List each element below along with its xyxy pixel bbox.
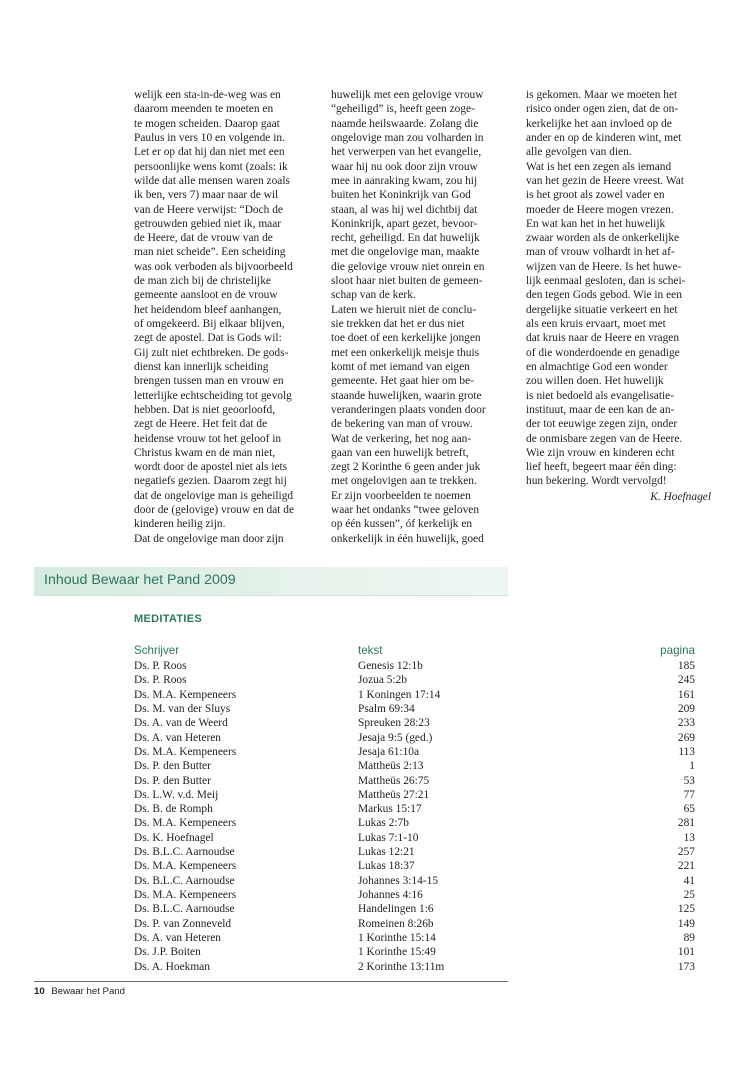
toc-bible-text: 2 Korinthe 13:11m (358, 960, 445, 973)
text-line: sie trekken dat het er dus niet (331, 318, 465, 330)
page-footer (34, 986, 125, 997)
toc-header-author: Schrijver (134, 643, 180, 657)
text-line: letterlijke echtscheiding tot gevolg (134, 389, 292, 402)
text-line: sloot haar niet buiten de gemeen- (331, 275, 483, 288)
text-line: dienst kan innerlijk scheiding (134, 360, 269, 373)
toc-author: Ds. P. Roos (134, 674, 187, 687)
toc-bible-text: Markus 15:17 (358, 803, 422, 816)
toc-author: Ds. P. den Butter (134, 774, 211, 787)
toc-row (134, 874, 695, 888)
toc-row (134, 802, 695, 816)
text-line: gemeente. Het gaat hier om be- (331, 375, 474, 388)
text-line: negatiefs gezien. Daarom zegt hij (134, 475, 287, 488)
text-line: huwelijk met een gelovige vrouw (331, 89, 484, 101)
text-line: of omgekeerd. Bij elkaar blijven, (134, 318, 285, 330)
toc-author: Ds. M.A. Kempeneers (134, 817, 237, 830)
text-line: waar het ondanks “twee geloven (331, 504, 480, 517)
toc-page: 53 (683, 774, 695, 787)
toc-author: Ds. J.P. Boiten (134, 946, 201, 959)
article-column-2 (331, 88, 511, 546)
toc-author: Ds. K. Hoefnagel (134, 831, 214, 844)
toc-row (134, 716, 695, 730)
toc-banner (34, 567, 508, 596)
toc-author: Ds. M. van der Sluys (134, 702, 231, 715)
text-line: staande huwelijken, waarin grote (331, 389, 482, 402)
article-column-3 (526, 88, 711, 504)
toc-page: 149 (677, 917, 695, 930)
text-line: en almachtige God een wonder (526, 360, 668, 373)
toc-header-row (134, 643, 695, 659)
toc-page: 89 (683, 931, 695, 944)
text-line: man of vrouw volhardt in het af- (526, 246, 675, 259)
page-number: 10 (34, 986, 45, 997)
text-line: Gij zult niet echtbreken. De gods- (134, 346, 289, 359)
text-line: is niet bedoeld als evangelisatie- (526, 389, 675, 402)
toc-row (134, 945, 695, 959)
toc-body (134, 659, 695, 974)
toc-author: Ds. A. Hoekman (134, 960, 210, 973)
text-line: recht, geheiligd. En dat huwelijk (331, 232, 480, 245)
text-line: veranderingen plaats vonden door (331, 403, 486, 416)
text-line: zwaar worden als de onkerkelijke (526, 232, 680, 245)
text-line: moeder de Heere mogen vrezen. (526, 203, 674, 216)
toc-bible-text: 1 Koningen 17:14 (358, 688, 441, 701)
author-signature: K. Hoefnagel (650, 490, 711, 503)
toc-row (134, 774, 695, 788)
text-line: Koninkrijk, apart gezet, bevoor- (331, 217, 478, 230)
toc-page: 185 (677, 660, 695, 672)
text-line: schap van de kerk. (331, 289, 416, 302)
toc-bible-text: Mattheüs 26:75 (358, 774, 430, 787)
toc-page: 269 (677, 731, 695, 744)
footer-divider (34, 981, 508, 982)
toc-bible-text: Johannes 3:14-15 (358, 874, 439, 887)
toc-row (134, 731, 695, 745)
toc-author: Ds. B.L.C. Aarnoudse (134, 874, 235, 887)
toc-page: 113 (678, 745, 695, 758)
toc-title: Inhoud Bewaar het Pand 2009 (44, 572, 236, 588)
toc-bible-text: Jozua 5:2b (358, 674, 408, 687)
text-line: man niet scheide”. Een scheiding (134, 246, 286, 259)
toc-bible-text: 1 Korinthe 15:49 (358, 946, 436, 959)
text-line: “geheiligd” is, heeft geen zoge- (331, 103, 475, 116)
toc-page: 233 (677, 717, 695, 730)
text-line: lief heeft, begeert maar één ding: (526, 461, 677, 474)
text-line: Dat de ongelovige man door zijn (134, 532, 284, 545)
text-line: komt of met iemand van eigen (331, 360, 470, 373)
text-line: Paulus in vers 10 en volgende in. (134, 131, 285, 144)
toc-row (134, 673, 695, 687)
toc-bible-text: Romeinen 8:26b (358, 917, 434, 930)
toc-page: 1 (689, 760, 695, 773)
text-line: was ook verboden als bijvoorbeeld (134, 260, 293, 273)
text-line: Laten we hieruit niet de conclu- (331, 303, 477, 316)
toc-bible-text: Mattheüs 2:13 (358, 760, 424, 773)
text-line: de bekering van man of vrouw. (331, 418, 473, 431)
toc-header-page: pagina (660, 643, 695, 657)
toc-author: Ds. A. van Heteren (134, 931, 221, 944)
toc-page: 101 (677, 946, 695, 959)
text-line: is het groot als zowel vader en (526, 189, 665, 202)
text-line: met die ongelovige man, maakte (331, 246, 480, 259)
toc-author: Ds. L.W. v.d. Meij (134, 788, 219, 801)
toc-page: 161 (677, 688, 695, 701)
text-line: kinderen heilig zijn. (134, 518, 226, 531)
text-line: het verwerpen van het evangelie, (331, 146, 482, 159)
toc-row (134, 759, 695, 773)
text-line: persoonlijke wens komt (zoals: ik (134, 160, 288, 173)
toc-section-heading: MEDITATIES (134, 613, 202, 625)
text-line: zegt de Heere. Het feit dat de (134, 418, 268, 431)
text-line: de Heere, dat de vrouw van de (134, 232, 273, 245)
toc-page: 13 (683, 831, 695, 844)
toc-bible-text: Lukas 2:7b (358, 817, 409, 830)
toc-row (134, 859, 695, 873)
text-line: of die wonderdoende en genadige (526, 346, 680, 359)
text-line: het heidendom bleef aanhangen, (134, 303, 282, 316)
text-line: ongelovige man zou volharden in (331, 131, 484, 144)
text-line: van het gezin de Heere vreest. Wat (526, 174, 684, 187)
text-line: Wat de verkering, het nog aan- (331, 432, 472, 445)
toc-page: 173 (677, 960, 695, 973)
toc-page: 41 (683, 874, 695, 887)
text-line: wordt door de apostel niet als iets (134, 461, 288, 474)
text-line: kerkelijke het aan invloed op de (526, 117, 672, 130)
text-line: brengen tussen man en vrouw en (134, 375, 284, 388)
text-line: Christus kwam en de man niet, (134, 446, 276, 459)
toc-author: Ds. P. van Zonneveld (134, 917, 232, 930)
text-line: de man zich bij de christelijke (134, 275, 271, 288)
text-line: buiten het Koninkrijk van God (331, 189, 471, 202)
toc-bible-text: Psalm 69:34 (358, 702, 415, 715)
toc-row (134, 845, 695, 859)
text-line: zegt 2 Korinthe 6 geen ander juk (331, 461, 481, 474)
toc-bible-text: Lukas 12:21 (358, 846, 415, 859)
toc-page: 25 (683, 889, 695, 901)
text-line: dat de ongelovige man is geheiligd (134, 489, 294, 502)
text-line: gemeente aansloot en de vrouw (134, 289, 278, 302)
text-line: waar hij nu ook door zijn vrouw (331, 160, 478, 173)
text-line: gaan van een huwelijk betreft, (331, 446, 469, 459)
toc-header-text: tekst (358, 643, 383, 657)
toc-page: 125 (677, 903, 695, 916)
text-line: daarom meenden te moeten en (134, 103, 274, 116)
text-line: die gelovige vrouw niet onrein en (331, 260, 485, 273)
text-line: dat kruis naar de Heere en vragen (526, 332, 680, 345)
toc-author: Ds. B.L.C. Aarnoudse (134, 903, 235, 916)
toc-author: Ds. M.A. Kempeneers (134, 688, 237, 701)
text-line: te mogen scheiden. Daarop gaat (134, 117, 280, 130)
text-line: wijzen van de Heere. Is het huwe- (526, 260, 682, 273)
text-line: hun bekering. Wordt vervolgd! (526, 475, 667, 488)
toc-author: Ds. A. van de Weerd (134, 717, 228, 730)
toc-bible-text: Jesaja 61:10a (358, 745, 420, 758)
toc-row (134, 659, 695, 673)
text-line: risico onder ogen zien, dat de on- (526, 103, 679, 116)
text-line: wilde dat alle mensen waren zoals (134, 174, 290, 187)
text-line: met een onkerkelijk meisje thuis (331, 346, 480, 359)
text-line: Let er op dat hij dan niet met een (134, 146, 285, 159)
toc-row (134, 816, 695, 830)
toc-row (134, 745, 695, 759)
toc-page: 77 (683, 788, 695, 801)
toc-page: 257 (677, 846, 695, 859)
text-line: mee in aanraking kwam, zou hij (331, 174, 478, 187)
toc-page: 65 (683, 803, 695, 816)
toc-row (134, 688, 695, 702)
text-line: staan, al was hij wel dichtbij dat (331, 203, 478, 216)
toc-bible-text: Mattheüs 27:21 (358, 788, 430, 801)
text-line: lijk eenmaal gesloten, dan is schei- (526, 275, 686, 288)
toc-bible-text: Spreuken 28:23 (358, 717, 430, 730)
text-line: als een kruis ervaart, moet met (526, 318, 666, 330)
toc-author: Ds. B.L.C. Aarnoudse (134, 846, 235, 859)
text-line: hebben. Dat is niet geoorloofd, (134, 403, 276, 416)
publication-name: Bewaar het Pand (51, 986, 125, 997)
toc-page: 221 (677, 860, 695, 873)
toc-author: Ds. M.A. Kempeneers (134, 745, 237, 758)
text-line: heidense vrouw tot het geloof in (134, 432, 282, 445)
toc-author: Ds. M.A. Kempeneers (134, 889, 237, 901)
toc-page: 209 (677, 702, 695, 715)
toc-row (134, 917, 695, 931)
toc-row (134, 931, 695, 945)
toc-bible-text: 1 Korinthe 15:14 (358, 931, 436, 944)
toc-bible-text: Lukas 7:1-10 (358, 831, 419, 844)
text-line: Er zijn voorbeelden te noemen (331, 489, 471, 502)
toc-page: 281 (677, 817, 695, 830)
toc-table (134, 643, 695, 974)
toc-author: Ds. M.A. Kempeneers (134, 860, 237, 873)
text-line: getrouwden gebied niet ik, maar (134, 217, 282, 230)
toc-bible-text: Handelingen 1:6 (358, 903, 434, 916)
text-line: is gekomen. Maar we moeten het (526, 89, 678, 101)
text-line: dergelijke situatie verkeert en het (526, 303, 678, 316)
text-line: door de (gelovige) vrouw en dat de (134, 504, 295, 517)
article-column-1 (134, 88, 314, 546)
toc-row (134, 888, 695, 902)
toc-author: Ds. A. van Heteren (134, 731, 221, 744)
text-line: zegt de apostel. Dat is Gods wil: (134, 332, 282, 345)
text-line: der tot eeuwige zegen zijn, onder (526, 418, 678, 431)
text-line: naamde heilswaarde. Zolang die (331, 117, 479, 130)
text-line: ik ben, vers 7) maar naar de wil (134, 189, 279, 202)
toc-row (134, 902, 695, 916)
text-line: toe doet of een kerkelijke jongen (331, 332, 481, 345)
toc-author: Ds. P. den Butter (134, 760, 211, 773)
text-line: de onmisbare zegen van de Heere. (526, 432, 683, 445)
text-line: met ongelovigen aan te trekken. (331, 475, 477, 488)
text-line: op één kussen”, óf kerkelijk en (331, 518, 473, 531)
toc-page: 245 (677, 674, 695, 687)
toc-row (134, 788, 695, 802)
text-line: onkerkelijk in één huwelijk, goed (331, 532, 484, 545)
text-line: alle gevolgen van dien. (526, 146, 632, 159)
toc-row (134, 831, 695, 845)
text-line: van de Heere verwijst: “Doch de (134, 203, 283, 216)
text-line: welijk een sta-in-de-weg was en (134, 89, 281, 101)
text-line: instituut, maar de een kan de an- (526, 403, 675, 416)
toc-row (134, 702, 695, 716)
toc-author: Ds. B. de Romph (134, 803, 213, 816)
toc-bible-text: Jesaja 9:5 (ged.) (358, 731, 433, 744)
toc-author: Ds. P. Roos (134, 660, 187, 672)
text-line: ander en op de kinderen wint, met (526, 131, 682, 144)
text-line: zou willen doen. Het huwelijk (526, 375, 664, 388)
text-line: den tegen Gods gebod. Wie in een (526, 289, 682, 302)
toc-bible-text: Genesis 12:1b (358, 660, 423, 672)
toc-bible-text: Johannes 4:16 (358, 889, 423, 901)
text-line: Wat is het een zegen als iemand (526, 160, 672, 173)
article-column-3-lines (526, 88, 711, 489)
toc-bible-text: Lukas 18:37 (358, 860, 415, 873)
text-line: Wie zijn vrouw en kinderen echt (526, 446, 675, 459)
toc-row (134, 960, 695, 974)
text-line: En wat kan het in het huwelijk (526, 217, 666, 230)
